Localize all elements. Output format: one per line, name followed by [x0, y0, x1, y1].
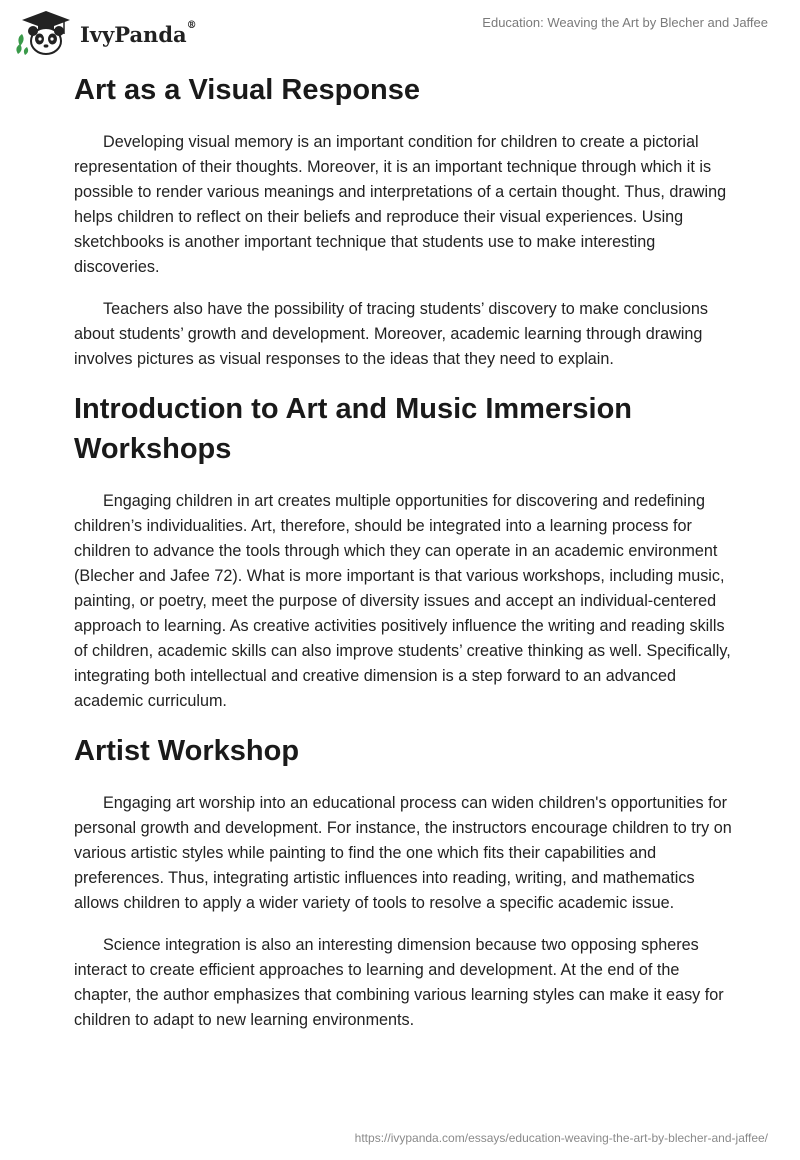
paragraph: Engaging art worship into an educational process can widen children's opportunities for personal growth and development. For instance, the instructors encourage children to try on various artistic styles while painting to find the one which fits their capabilities and preferences. Thus, integrating artistic influences into reading, writing, and mathematics allows children to apply a wider variety of tools to resolve a specific academic issue.: [74, 794, 732, 912]
page-header: [0, 0, 800, 66]
source-url-link[interactable]: https://ivypanda.com/essays/education-weaving-the-art-by-blecher-and-jaffee/: [354, 1131, 768, 1145]
section-heading: Introduction to Art and Music Immersion Workshops: [74, 393, 632, 465]
paragraph: Engaging children in art creates multiple opportunities for discovering and redefining children’s individualities. Art, therefore, should be integrated into a learning process for children to advance the tools through which they can operate in an academic environment (Blecher and Jafee 72). What is more important is that various workshops, including music, painting, or poetry, meet the purpose of diversity issues and accept an individual-centered approach to learning. As creative activities positively influence the writing and reading skills of children, academic skills can also improve students’ creative thinking as well. Specifically, integrating both intellectual and creative dimension is a step forward to an advanced academic curriculum.: [74, 492, 731, 710]
section-artist-workshop: [74, 731, 734, 1033]
section-heading: Art as a Visual Response: [74, 74, 421, 106]
paragraph: Teachers also have the possibility of tracing students’ discovery to make conclusions about students’ growth and development. Moreover, academic learning through drawing involves pictures as visual responses to the ideas that they need to explain.: [74, 300, 708, 368]
document-title: Education: Weaving the Art by Blecher and Jaffee: [482, 15, 768, 30]
brand-text: IvyPanda: [80, 22, 187, 47]
brand-registered-mark: ®: [186, 20, 197, 31]
section-art-visual-response: [74, 70, 734, 372]
essay-content: [74, 70, 734, 1050]
section-heading: Artist Workshop: [74, 735, 300, 767]
paragraph: Science integration is also an interesting dimension because two opposing spheres interact to create efficient approaches to learning and development. At the end of the chapter, the author emphasizes that combining various learning styles can make it easy for children to adapt to new learning environments.: [74, 936, 724, 1029]
panda-logo-icon[interactable]: [14, 8, 78, 58]
brand-name[interactable]: [80, 22, 197, 47]
section-immersion-workshops: [74, 389, 734, 714]
paragraph: Developing visual memory is an important condition for children to create a pictorial representation of their thoughts. Moreover, it is an important technique through which it is possible to render various meanings and interpretations of a certain thought. Thus, drawing helps children to reflect on their beliefs and reproduce their visual experiences. Using sketchbooks is another important technique that students use to make interesting discoveries.: [74, 133, 727, 276]
